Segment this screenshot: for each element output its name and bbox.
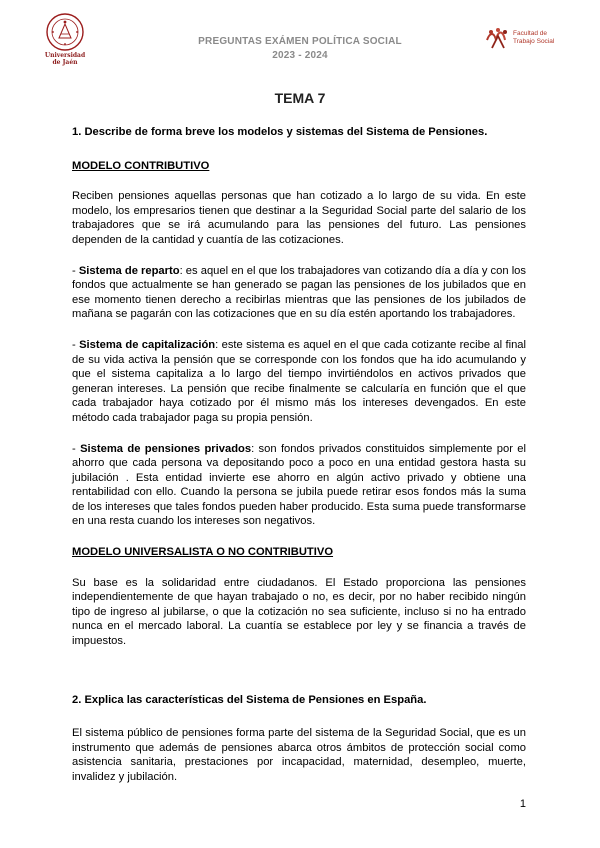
university-logo-text-line1: Universidad (44, 52, 86, 59)
question-2: 2. Explica las características del Sistema de Pensiones en España. (72, 693, 427, 706)
term-sistema-reparto: Sistema de reparto (78, 264, 180, 277)
header-course-title: PREGUNTAS EXÁMEN POLÍTICA SOCIAL (198, 36, 402, 47)
term-pensiones-privados: Sistema de pensiones privados (80, 442, 252, 455)
faculty-people-icon (484, 26, 512, 52)
topic-title: TEMA 7 (274, 90, 326, 106)
faculty-logo-text-line2: Trabajo Social (513, 38, 555, 45)
text-sistema-capitalizacion: : este sistema es aquel en el que cada cotizante recibe al final de su vida activa la pensión que se corresponde con los fondos que ha ido acumulando y que el sistema capitaliza a lo largo del tiempo invirtiéndolos en activos privados que generan intereses. La pensión que recibe finalmente se calcularía en función que el que cada trabajador haya cotizado por él mismo más los intereses devengados. En este método cada trabajador paga su propia pensión. (72, 338, 526, 424)
faculty-logo-text-line1: Facultad de (513, 30, 547, 37)
university-logo-text-line2: de Jaén (52, 59, 78, 66)
paragraph-modelo-contributivo: Reciben pensiones aquellas personas que han cotizado a lo largo de su vida. En este modelo, los empresarios tienen que destinar a la Seguridad Social parte del salario de los trabajadores que se irá acumulando para las pensiones del futuro. Las pensiones dependen de la cantidad y cuantía de las cotizaciones. (72, 190, 526, 246)
page-number: 1 (519, 798, 526, 810)
paragraph-sistema-espana: El sistema público de pensiones forma parte del sistema de la Seguridad Social, que es un instrumento que además de pensiones abarca otros ámbitos de protección social como asistencia sanitaria, prestaciones por incapacidad, maternidad, desempleo, muerte, invalidez y jubilación. (72, 727, 526, 783)
text-sistema-reparto: : es aquel en el que los trabajadores van cotizando día a día y con los fondos que actualmente se han generado se pagan las pensiones de los jubilados que en ese momento tienen derecho a recibirlas mientras que las pensiones de los jubilados de mañana se pagarán con las cotizaciones que en su día estén aportando los trabajadores. (72, 264, 526, 321)
faculty-logo (484, 26, 574, 54)
list-dash: - (72, 338, 80, 351)
list-dash: - (72, 264, 79, 277)
list-dash: - (72, 442, 81, 455)
paragraph-sistema-capitalizacion (72, 338, 526, 426)
question-1: 1. Describe de forma breve los modelos y sistemas del Sistema de Pensiones. (72, 126, 488, 138)
paragraph-modelo-universalista: Su base es la solidaridad entre ciudadanos. El Estado proporciona las pensiones independientemente de que hayan trabajado o no, es decir, por no haber recibido ningún tipo de ingreso al jubilarse, o que la cotización no sea suficiente, incluso si no ha entrado nunca en el mercado laboral. La cuantía se establece por ley y se financia a través de impuestos. (72, 576, 526, 648)
term-sistema-capitalizacion: Sistema de capitalización (79, 338, 216, 351)
paragraph-pensiones-privados (72, 442, 526, 530)
document-body (72, 125, 526, 785)
paragraph-sistema-reparto (72, 264, 526, 322)
heading-modelo-contributivo: MODELO CONTRIBUTIVO (72, 159, 210, 172)
text-pensiones-privados: : son fondos privados constituidos simplemente por el ahorro que cada persona va depositando poco a poco en una entidad gestora hasta su jubilación . Esta entidad invierte ese ahorro en algún activo privado y obtiene una rentabilidad con ello. Cuando la persona se jubila puede retirar esos fondos más la suma de los intereses que tales fondos pueden haber producido. Esta suma puede transformarse en una resta cuando los intereses son negativos. (72, 442, 526, 528)
heading-modelo-universalista: MODELO UNIVERSALISTA O NO CONTRIBUTIVO (72, 546, 334, 559)
header-academic-year: 2023 - 2024 (272, 50, 328, 61)
